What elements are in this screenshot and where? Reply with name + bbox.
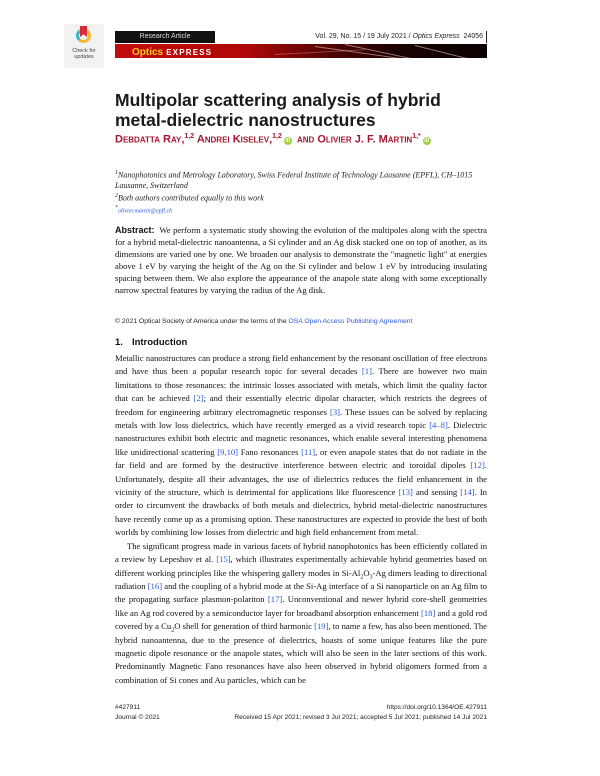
subscript: 3 [369, 574, 373, 581]
journal-copyright: Journal © 2021 [115, 714, 160, 721]
section-title: Introduction [131, 337, 188, 348]
abstract-label: Abstract: [115, 225, 155, 235]
journal-name: Optics Express [412, 33, 460, 40]
copyright-text: © 2021 Optical Society of America under the terms of the [115, 318, 289, 325]
citation-link[interactable]: [19] [314, 621, 329, 632]
subscript: 2 [171, 627, 175, 634]
paragraph-1 [115, 352, 487, 540]
author-name[interactable]: Andrei Kiselev, [196, 133, 273, 146]
citation-link[interactable]: [16] [147, 580, 163, 591]
text-run: The significant progress made in various facets of hybrid nanophotonics has been efficiently collated in a review by Lepeshov et al. [115, 540, 487, 565]
manuscript-id: #427911 [115, 704, 141, 711]
optics-express-logo [132, 44, 212, 58]
citation-link[interactable]: [3] [330, 406, 341, 417]
article-type: Research Article [115, 31, 215, 43]
header-divider [486, 31, 487, 43]
text-run: , or even anapole states that do not radiate in the far field and are formed by the destructive interference between electric and toroidal dipoles [115, 446, 487, 471]
citation-link[interactable]: [14] [460, 487, 475, 498]
citation-link[interactable]: [15] [216, 554, 231, 565]
affiliation-1 [115, 168, 495, 191]
check-for-updates-badge[interactable] [64, 24, 104, 68]
text-run: , to name a few, has also been mentioned. The hybrid nanoantenna, due to the presence of dielectrics, boasts of some unique features like the pure magnetic dipole resonance or the anapole states, which will also be seen in the later sections of this work. Predominantly Magnetic Fano resonances have also been observed in hybrid oligomers formed from a combination of Si cones and Au particles, which can be [115, 621, 488, 685]
text-run: . In order to circumvent the drawbacks of both metals and dielectrics, hybrid metal-dielectric nanostructures have recently come up as a promising option. These nanostructures are expected to provide the best of both worlds by combining low losses from dielectric and high field enhancement from metal. [115, 487, 487, 538]
citation-link[interactable]: [2] [193, 393, 204, 404]
text-run: . Dielectric nanostructures exhibit both electric and magnetic resonances, which enable several interesting phenomena like unidirectional scattering [115, 420, 487, 457]
citation-link[interactable]: [11] [301, 446, 316, 457]
doi-link[interactable]: https://doi.org/10.1364/OE.427911 [386, 704, 487, 711]
citation-link[interactable]: [4–8] [429, 420, 448, 431]
abstract-text: We perform a systematic study showing the evolution of the multipoles along with the spectra for a hybrid metal-dielectric nanoantenna, a Si cylinder and an Ag disk stacked one on top of another, as its dimensions are varied one by one. We broaden our analysis to demonstrate the "magnetic light" at energies above 1 eV by varying the height of the Ag on the Si cylinder and below 1 eV by introducing insulating spacing between them. We also explore the appearance of the anapole state along with some exceptionally narrow spectral features by varying the radius of the Ag disk. [115, 225, 487, 295]
citation-link[interactable]: [17] [267, 594, 283, 605]
corresponding-email [115, 203, 495, 217]
text-run: O [363, 567, 370, 578]
logo-optics: Optics [132, 47, 164, 58]
affiliation-sup: 2 [115, 192, 118, 199]
author-list [115, 130, 495, 147]
text-run: , which illustrates experimentally achievable hybrid geometries based on different working principles like the whispering gallery modes in Si-Al [115, 554, 487, 578]
journal-citation [315, 31, 483, 43]
affiliations [115, 168, 495, 217]
abstract [115, 225, 487, 296]
author-affiliation-sup: 1,2 [184, 133, 195, 140]
open-access-agreement-link[interactable]: OSA Open Access Publishing Agreement [288, 318, 413, 325]
body-text [115, 352, 487, 687]
logo-express: EXPRESS [166, 48, 213, 57]
orcid-icon[interactable]: iD [424, 137, 430, 144]
text-run: -Ag dimers leading to directional radiation [115, 567, 487, 591]
paragraph-2 [115, 540, 487, 687]
text-run: ; and their essentially electric dipolar character, which restricts the degrees of freedom for engineering arbitrary electromagnetic responses [115, 393, 487, 417]
citation-link[interactable]: [12] [470, 460, 485, 471]
copyright-line [115, 318, 495, 325]
orcid-icon[interactable]: iD [285, 137, 291, 144]
page-number: 24056 [463, 33, 483, 40]
email-link[interactable]: olivier.martin@epfl.ch [118, 208, 173, 215]
text-run: Fano resonances [238, 446, 302, 457]
author-name[interactable]: Olivier J. F. Martin [317, 133, 413, 146]
affiliation-sup: 1 [115, 170, 118, 176]
affiliation-2 [115, 191, 495, 204]
citation-link[interactable]: [1] [361, 366, 372, 377]
citation-link[interactable]: [13] [398, 487, 413, 498]
publication-dates: Received 15 Apr 2021; revised 3 Jul 2021; accepted 5 Jul 2021; published 14 Jul 2021 [234, 714, 487, 721]
author-conjunction: and [296, 133, 315, 146]
section-heading [115, 337, 187, 348]
citation-link[interactable]: [18] [421, 607, 436, 618]
affiliation-text: Both authors contributed equally to this work [118, 193, 264, 203]
footer-left [115, 703, 160, 723]
affiliation-text: Nanophotonics and Metrology Laboratory, Swiss Federal Institute of Technology Lausanne (EPFL), CH–1015 Lausanne, Switzerland [115, 170, 473, 190]
text-run: and a gold rod covered by a Cu [115, 607, 487, 632]
subscript: 2 [360, 574, 364, 581]
text-run: and sensing [412, 487, 461, 498]
check-for-updates-label: Check for updates [72, 48, 96, 60]
text-run: O shell for generation of third harmonic [174, 621, 315, 632]
journal-logo-banner [115, 44, 487, 58]
text-run: . Unconventional and newer hybrid core-shell geometries like an Ag rod covered by a semiconductor layer for broadband absorption enhancement [115, 594, 487, 618]
text-run: and the coupling of a hybrid mode at the Si-Ag interface of a Si nanoparticle on an Ag film to the propagating surface plasmon-polariton [115, 580, 487, 605]
email-sup: * [115, 205, 118, 212]
journal-header [115, 31, 487, 43]
paper-title: Multipolar scattering analysis of hybrid metal-dielectric nanostructures [115, 90, 441, 130]
text-run: . Unfortunately, despite all their advantages, the use of dielectrics reduces the field enhancement in the vicinity of the structure, which is detrimental for applications like fluorescence [115, 460, 487, 498]
text-run: Metallic nanostructures can produce a strong field enhancement by the resonant oscillation of free electrons and have thus been a popular research topic for several decades [115, 353, 487, 377]
text-run: . These issues can be solved by replacing metals with low loss dielectrics, which have recently emerged as a vivid research topic [115, 406, 487, 431]
footer-right [234, 703, 487, 723]
author-affiliation-sup: 1,2 [272, 133, 282, 140]
volume-issue-date: Vol. 29, No. 15 / 19 July 2021 / [315, 33, 413, 40]
author-affiliation-sup: 1,* [412, 133, 421, 140]
section-number: 1. [115, 337, 123, 348]
citation-link[interactable]: [9,10] [217, 446, 239, 457]
text-run: . There are however two main limitations to those resonances: the intrinsic losses associated with metals, which limit the quality factor that can be achieved [115, 366, 487, 404]
author-name[interactable]: Debdatta Ray, [115, 133, 185, 146]
